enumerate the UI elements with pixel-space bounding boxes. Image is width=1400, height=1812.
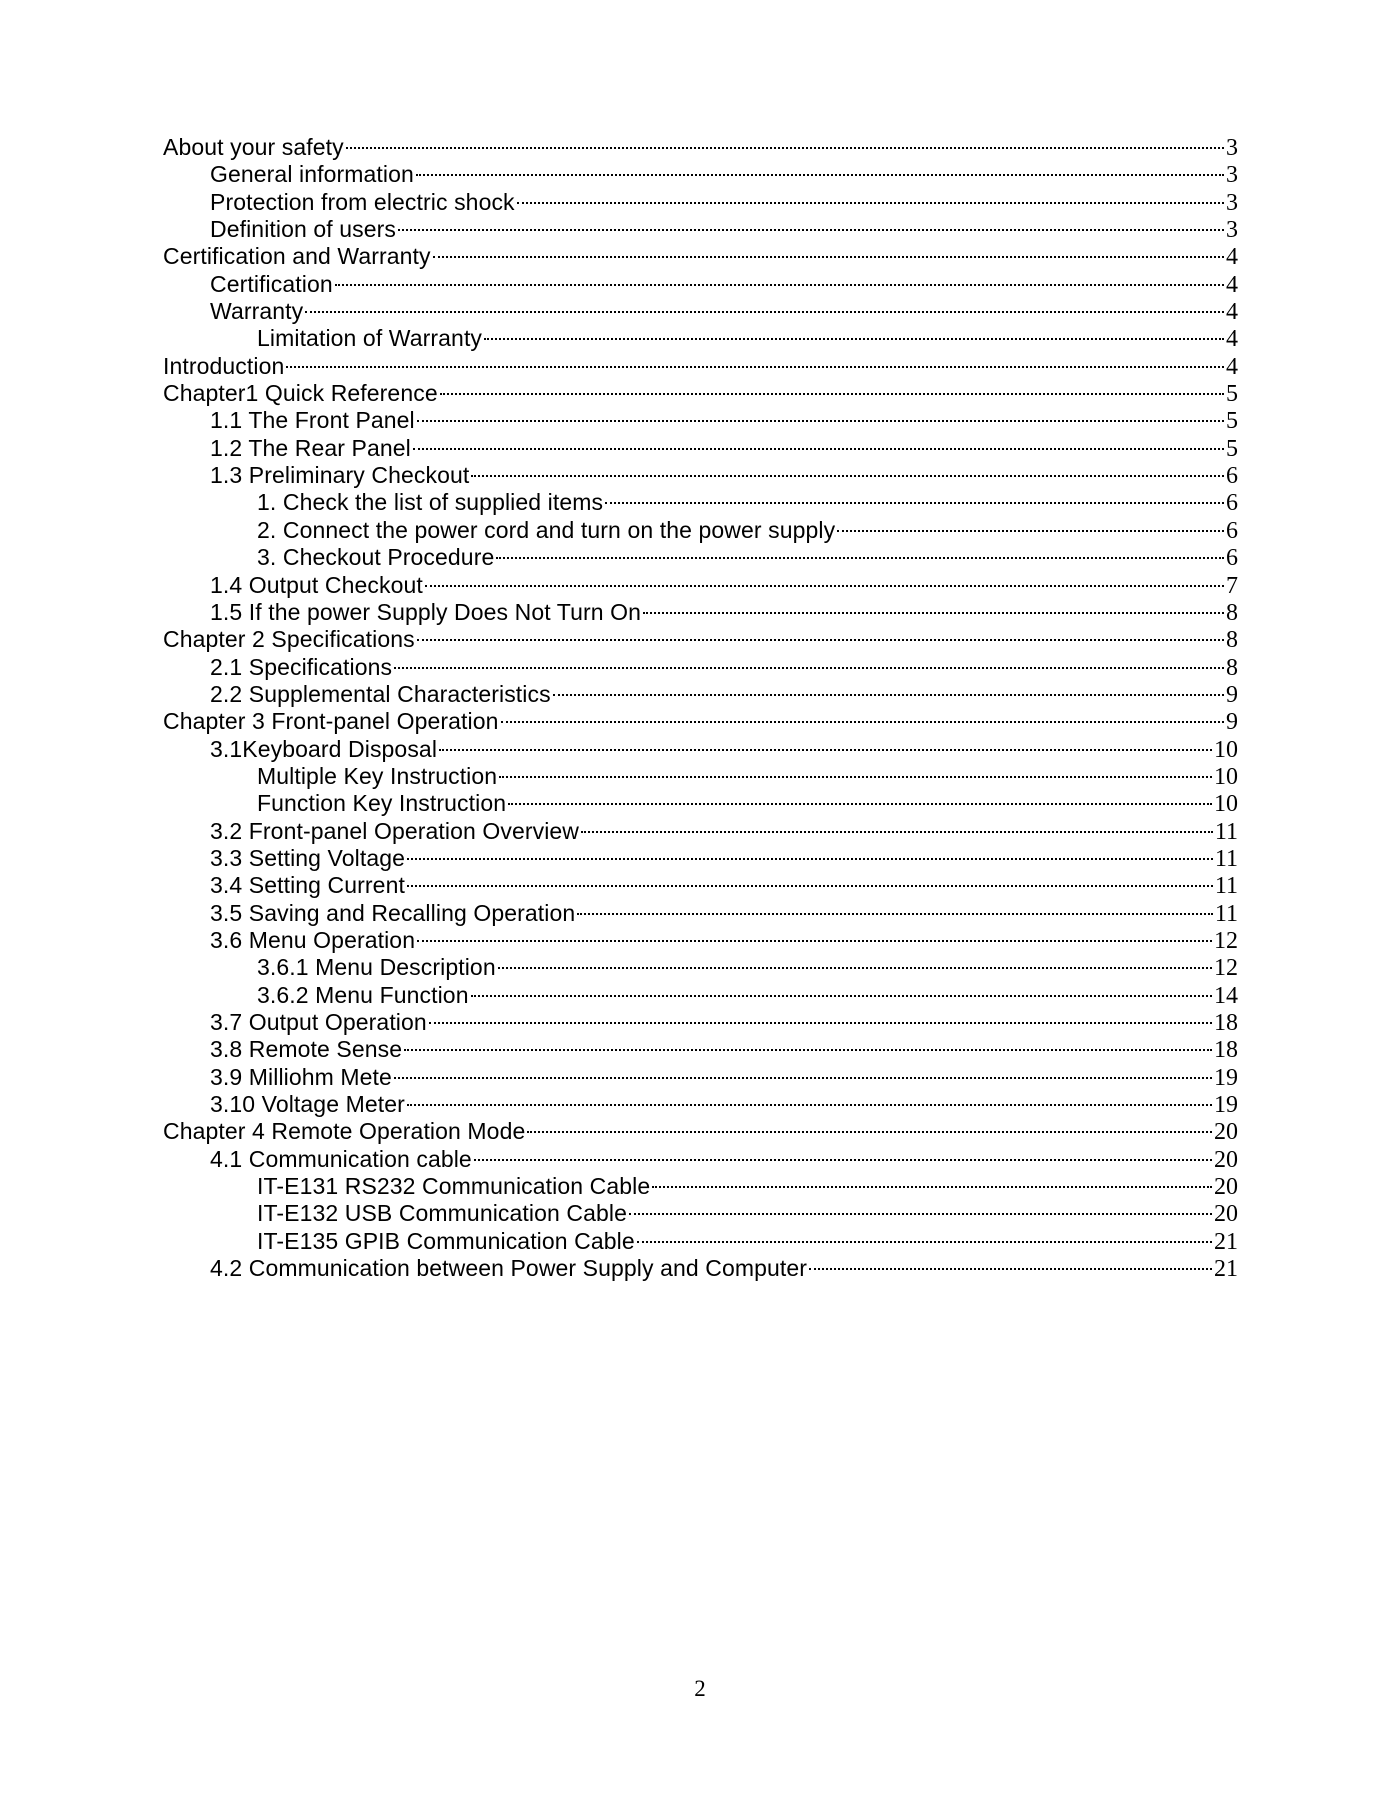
toc-entry[interactable] [163, 134, 1238, 161]
toc-entry[interactable] [163, 845, 1238, 872]
toc-entry[interactable] [163, 626, 1238, 653]
toc-entry-title: 3.6 Menu Operation [210, 926, 416, 953]
toc-entry-page-number: 21 [1214, 1228, 1238, 1255]
dot-leader [553, 694, 1224, 696]
dot-leader [335, 284, 1224, 286]
dot-leader [484, 338, 1224, 340]
dot-leader [605, 502, 1224, 504]
toc-entry-title: About your safety [163, 134, 344, 160]
toc-entry-page-number: 14 [1214, 982, 1238, 1009]
toc-entry-title: 3.8 Remote Sense [210, 1036, 403, 1063]
toc-entry-title: 3. Checkout Procedure [257, 544, 495, 571]
page-number: 2 [694, 1676, 706, 1701]
dot-leader [501, 721, 1224, 723]
toc-entry-page-number: 3 [1226, 162, 1238, 189]
toc-entry[interactable] [163, 462, 1238, 489]
dot-leader [416, 174, 1224, 176]
toc-entry[interactable] [163, 927, 1238, 954]
toc-entry-title: 3.10 Voltage Meter [210, 1091, 405, 1118]
toc-entry-title: 3.9 Milliohm Mete [210, 1063, 392, 1090]
dot-leader [837, 530, 1224, 532]
toc-entry[interactable] [163, 517, 1238, 544]
toc-entry-title: 1.4 Output Checkout [210, 571, 423, 598]
toc-entry-page-number: 20 [1214, 1174, 1238, 1201]
dot-leader [499, 776, 1212, 778]
toc-entry-page-number: 6 [1226, 545, 1238, 572]
toc-entry[interactable] [163, 872, 1238, 899]
toc-entry-title: Chapter 3 Front-panel Operation [163, 708, 499, 735]
toc-entry-page-number: 10 [1214, 791, 1238, 818]
dot-leader [407, 1104, 1212, 1106]
toc-entry-page-number: 20 [1214, 1119, 1238, 1146]
dot-leader [429, 1022, 1212, 1024]
toc-entry-title: Function Key Instruction [257, 790, 507, 817]
toc-entry-title: Definition of users [210, 216, 396, 243]
toc-entry[interactable] [163, 900, 1238, 927]
toc-entry-title: IT-E135 GPIB Communication Cable [257, 1227, 635, 1254]
dot-leader [439, 749, 1212, 751]
dot-leader [413, 448, 1224, 450]
dot-leader [286, 366, 1224, 368]
toc-entry-page-number: 4 [1226, 326, 1238, 353]
toc-entry-page-number: 4 [1226, 271, 1238, 298]
toc-entry[interactable] [163, 380, 1238, 407]
toc-entry[interactable] [163, 325, 1238, 352]
toc-entry-title: 3.6.1 Menu Description [257, 954, 496, 981]
toc-entry[interactable] [163, 763, 1238, 790]
toc-entry-title: Protection from electric shock [210, 188, 515, 215]
toc-entry-page-number: 5 [1226, 408, 1238, 435]
toc-entry[interactable] [163, 189, 1238, 216]
dot-leader [305, 311, 1224, 313]
toc-entry[interactable] [163, 243, 1238, 270]
dot-leader [407, 858, 1213, 860]
toc-entry-title: Multiple Key Instruction [257, 762, 498, 789]
toc-entry-title: 2. Connect the power cord and turn on the power supply [257, 516, 836, 543]
toc-entry-page-number: 11 [1214, 873, 1238, 900]
toc-entry-page-number: 21 [1214, 1256, 1238, 1283]
toc-entry-page-number: 11 [1214, 900, 1238, 927]
dot-leader [652, 1186, 1212, 1188]
toc-entry-title: 3.5 Saving and Recalling Operation [210, 899, 576, 926]
dot-leader [394, 1077, 1212, 1079]
toc-entry[interactable] [163, 982, 1238, 1009]
toc-entry-page-number: 20 [1214, 1146, 1238, 1173]
toc-entry-page-number: 20 [1214, 1201, 1238, 1228]
toc-entry-page-number: 5 [1226, 435, 1238, 462]
toc-entry-title: 3.6.2 Menu Function [257, 981, 469, 1008]
toc-entry[interactable] [163, 298, 1238, 325]
toc-entry-page-number: 5 [1226, 381, 1238, 408]
toc-entry[interactable] [163, 790, 1238, 817]
toc-entry[interactable] [163, 1255, 1238, 1282]
toc-entry[interactable] [163, 435, 1238, 462]
toc-entry[interactable] [163, 353, 1238, 380]
toc-entry[interactable] [163, 736, 1238, 763]
toc-entry-page-number: 4 [1226, 353, 1238, 380]
toc-entry-title: Warranty [210, 298, 304, 325]
toc-entry-title: 4.2 Communication between Power Supply and Computer [210, 1255, 808, 1282]
toc-entry-title: General information [210, 161, 414, 188]
toc-entry[interactable] [163, 161, 1238, 188]
toc-entry[interactable] [163, 271, 1238, 298]
toc-entry-page-number: 11 [1214, 818, 1238, 845]
dot-leader [417, 940, 1212, 942]
dot-leader [394, 667, 1224, 669]
toc-entry[interactable] [163, 1091, 1238, 1118]
toc-entry-title: IT-E132 USB Communication Cable [257, 1200, 627, 1227]
toc-entry-title: IT-E131 RS232 Communication Cable [257, 1173, 651, 1200]
toc-entry-title: 3.4 Setting Current [210, 872, 405, 899]
toc-entry[interactable] [163, 1009, 1238, 1036]
toc-entry-title: Introduction [163, 352, 285, 379]
dot-leader [637, 1241, 1212, 1243]
toc-entry-page-number: 7 [1226, 572, 1238, 599]
toc-entry-title: 3.7 Output Operation [210, 1009, 427, 1035]
toc-entry-page-number: 8 [1226, 654, 1238, 681]
dot-leader [474, 1159, 1212, 1161]
dot-leader [433, 256, 1224, 258]
toc-entry[interactable] [163, 654, 1238, 681]
toc-entry-title: 2.2 Supplemental Characteristics [210, 680, 551, 707]
toc-entry-page-number: 10 [1214, 763, 1238, 790]
table-of-contents [163, 134, 1238, 1282]
toc-entry-title: 1. Check the list of supplied items [257, 489, 604, 516]
toc-entry-page-number: 8 [1226, 627, 1238, 654]
toc-entry[interactable] [163, 544, 1238, 571]
toc-entry[interactable] [163, 954, 1238, 981]
toc-entry-page-number: 6 [1226, 490, 1238, 517]
toc-entry-title: Chapter 2 Specifications [163, 626, 415, 653]
toc-entry-title: 4.1 Communication cable [210, 1145, 472, 1172]
dot-leader [407, 885, 1213, 887]
toc-entry-page-number: 18 [1214, 1010, 1238, 1036]
toc-entry-title: 3.3 Setting Voltage [210, 844, 405, 871]
dot-leader [629, 1213, 1212, 1215]
toc-entry-title: Limitation of Warranty [257, 325, 483, 352]
dot-leader [425, 585, 1224, 587]
toc-entry[interactable] [163, 1118, 1238, 1145]
toc-entry-title: 3.1Keyboard Disposal [210, 735, 438, 762]
dot-leader [440, 393, 1224, 395]
toc-entry-title: 3.2 Front-panel Operation Overview [210, 817, 580, 844]
toc-entry[interactable] [163, 216, 1238, 243]
toc-entry-page-number: 9 [1226, 681, 1238, 708]
toc-entry-page-number: 3 [1226, 135, 1238, 161]
toc-entry-page-number: 8 [1226, 599, 1238, 626]
toc-entry-page-number: 12 [1214, 955, 1238, 982]
dot-leader [517, 202, 1224, 204]
toc-entry-page-number: 12 [1214, 927, 1238, 954]
toc-entry[interactable] [163, 818, 1238, 845]
toc-entry-page-number: 3 [1226, 217, 1238, 244]
toc-entry-title: 1.2 The Rear Panel [210, 434, 411, 461]
toc-entry[interactable] [163, 1200, 1238, 1227]
toc-entry[interactable] [163, 1064, 1238, 1091]
toc-entry[interactable] [163, 1228, 1238, 1255]
toc-entry-title: 1.3 Preliminary Checkout [210, 462, 470, 489]
toc-entry-page-number: 9 [1226, 709, 1238, 736]
toc-entry-page-number: 18 [1214, 1037, 1238, 1064]
dot-leader [508, 803, 1212, 805]
dot-leader [527, 1131, 1212, 1133]
toc-entry-page-number: 19 [1214, 1092, 1238, 1119]
dot-leader [498, 967, 1212, 969]
toc-entry-page-number: 4 [1226, 299, 1238, 326]
toc-entry-title: Certification and Warranty [163, 243, 431, 270]
toc-entry[interactable] [163, 1173, 1238, 1200]
toc-entry[interactable] [163, 407, 1238, 434]
toc-entry[interactable] [163, 1146, 1238, 1173]
toc-entry[interactable] [163, 599, 1238, 626]
dot-leader [398, 229, 1224, 231]
toc-entry-title: Certification [210, 270, 333, 297]
dot-leader [809, 1268, 1212, 1270]
toc-entry[interactable] [163, 681, 1238, 708]
toc-entry-title: Chapter1 Quick Reference [163, 380, 438, 407]
dot-leader [471, 475, 1224, 477]
toc-entry-page-number: 6 [1226, 517, 1238, 544]
dot-leader [417, 639, 1224, 641]
toc-entry-page-number: 6 [1226, 463, 1238, 490]
dot-leader [346, 147, 1224, 149]
toc-entry-title: 2.1 Specifications [210, 653, 393, 680]
toc-entry-page-number: 3 [1226, 189, 1238, 216]
dot-leader [581, 831, 1213, 833]
dot-leader [471, 995, 1212, 997]
toc-entry-title: 1.1 The Front Panel [210, 407, 415, 434]
dot-leader [404, 1049, 1212, 1051]
dot-leader [643, 612, 1224, 614]
dot-leader [417, 420, 1224, 422]
toc-entry[interactable] [163, 489, 1238, 516]
toc-entry-title: Chapter 4 Remote Operation Mode [163, 1118, 526, 1145]
toc-entry-title: 1.5 If the power Supply Does Not Turn On [210, 598, 642, 625]
toc-entry-page-number: 10 [1214, 736, 1238, 763]
toc-entry-page-number: 11 [1214, 845, 1238, 872]
dot-leader [577, 913, 1213, 915]
toc-entry[interactable] [163, 572, 1238, 599]
toc-entry[interactable] [163, 1036, 1238, 1063]
toc-entry[interactable] [163, 708, 1238, 735]
toc-entry-page-number: 4 [1226, 244, 1238, 271]
toc-entry-page-number: 19 [1214, 1064, 1238, 1091]
dot-leader [496, 557, 1224, 559]
